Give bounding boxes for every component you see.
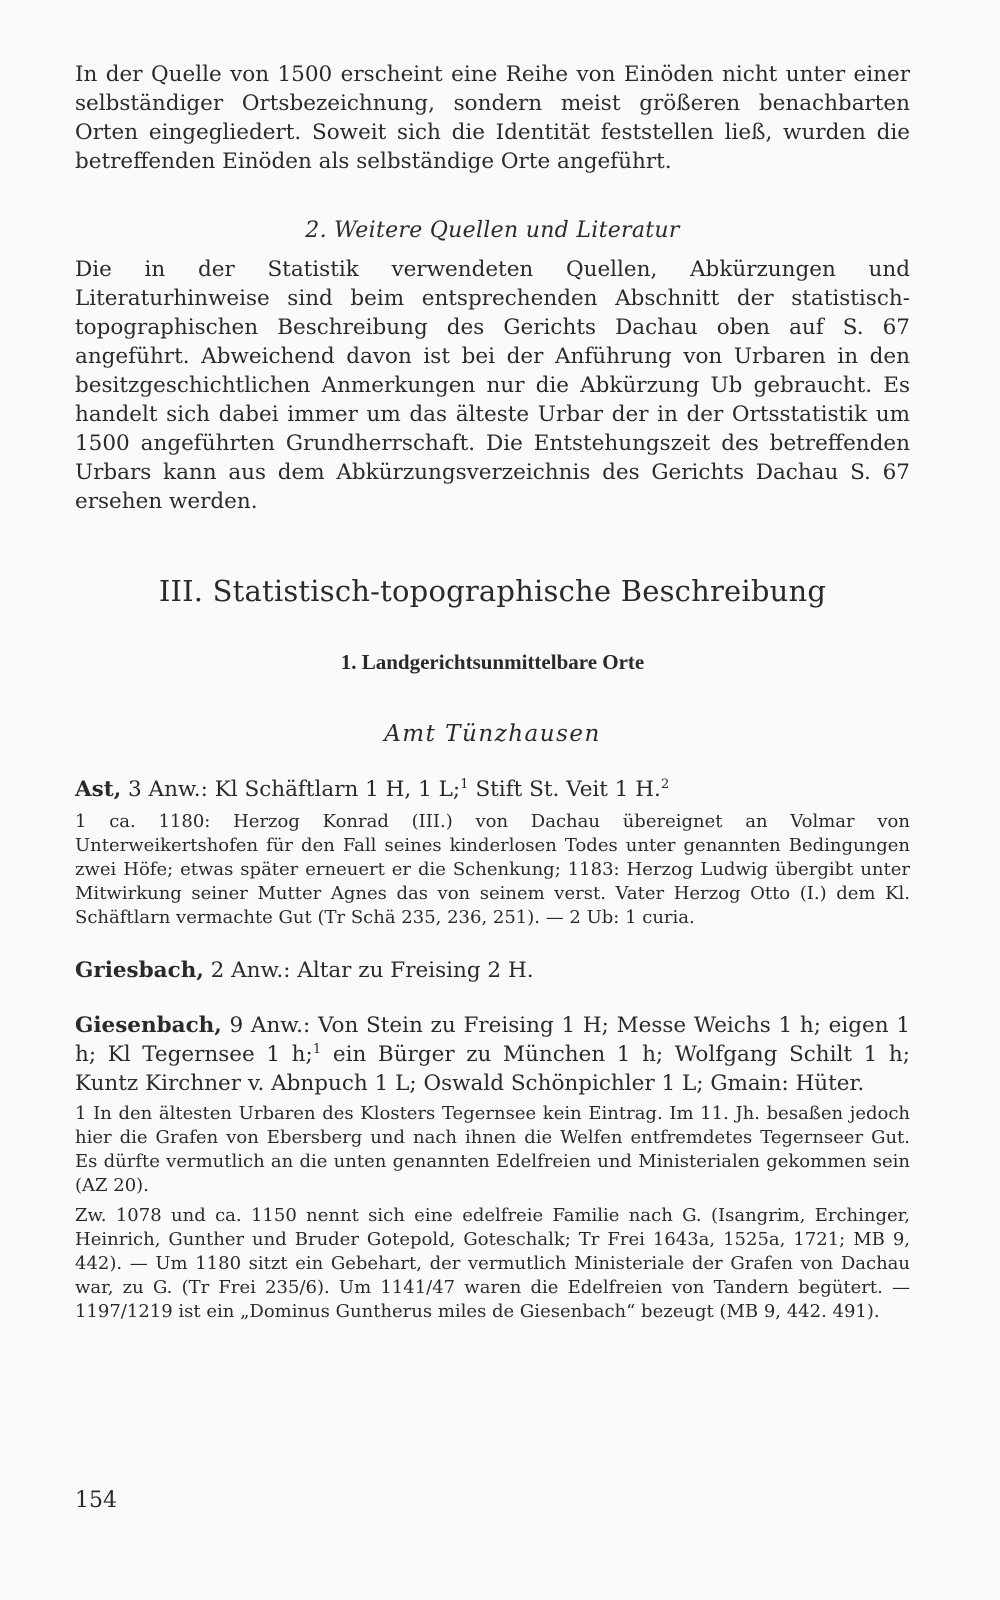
entry-text: 2 Anw.: Altar zu Freising 2 H.: [203, 958, 534, 983]
subsection-title: 1. Landgerichtsunmittelbare Orte: [340, 650, 645, 674]
entry-text: 3 Anw.: Kl Schäftlarn 1 H, 1 L;: [121, 777, 461, 802]
chapter-title: III. Statistisch-topographische Beschreibung: [158, 574, 827, 608]
page-number: 154: [75, 1488, 117, 1513]
entry-text: Stift St. Veit 1 H.: [468, 777, 661, 802]
footnote-marker: 1: [460, 776, 469, 792]
history-giesenbach: Zw. 1078 und ca. 1150 nennt sich eine edelfreie Familie nach G. (Isangrim, Erchinger, Heinrich, Gunther und Bruder Gotepold, Goteschalk; Tr Frei 1643a, 1525a, 1721; MB 9, 442). — Um 1180 sitzt ein Gebehart, der vermutlich Ministeriale der Grafen von Dachau war, zu G. (Tr Frei 235/6). Um 1141/47 waren die Edelfreien von Tandern begütert. — 1197/1219 ist ein „Dominus Guntherus miles de Giesenbach“ bezeugt (MB 9, 442. 491).: [75, 1205, 910, 1322]
entry-text: 9 Anw.: Von Stein zu Freising 1 H; Messe Weichs 1 h; eigen 1 h; Kl Tegernsee 1 h;: [75, 1013, 910, 1067]
entry-ast: [75, 775, 910, 804]
page-body: [75, 60, 910, 1324]
footnote-marker: 1: [312, 1041, 322, 1057]
intro-paragraph: In der Quelle von 1500 erscheint eine Reihe von Einöden nicht unter einer selbständiger Ortsbezeichnung, sondern meist größeren benachbarten Orten eingegliedert. Soweit sich die Identität feststellen ließ, wurden die betreffenden Einöden als selbständige Orte angeführt.: [75, 62, 910, 174]
footnote-giesenbach: 1 In den ältesten Urbaren des Klosters Tegernsee kein Eintrag. Im 11. Jh. besaßen jedoch hier die Grafen von Ebersberg und nach ihnen die Welfen entfremdetes Tegernseer Gut. Es dürfte vermutlich an die unten genannten Edelfreien und Ministerialen gekommen sein (AZ 20).: [75, 1103, 910, 1196]
entry-giesenbach: [75, 1011, 910, 1098]
entry-name: Giesenbach,: [75, 1013, 222, 1038]
section-title-sources: 2. Weitere Quellen und Literatur: [305, 218, 680, 243]
entry-text: ein Bürger zu München 1 h; Wolfgang Schilt 1 h; Kuntz Kirchner v. Abnpuch 1 L; Oswald Schönpichler 1 L; Gmain: Hüter.: [75, 1042, 910, 1096]
entry-griesbach: [75, 956, 910, 985]
entry-name: Griesbach,: [75, 958, 204, 983]
amt-title: Amt Tünzhausen: [384, 721, 601, 747]
footnote-ast: 1 ca. 1180: Herzog Konrad (III.) von Dachau übereignet an Volmar von Unterweikertshofen für den Fall seines kinderlosen Todes unter genannten Bedingungen zwei Höfe; etwas später erneuert er die Schenkung; 1183: Herzog Ludwig übergibt unter Mitwirkung seiner Mutter Agnes das von seinem verst. Vater Herzog Otto (I.) dem Kl. Schäftlarn vermachte Gut (Tr Schä 235, 236, 251). — 2 Ub: 1 curia.: [75, 811, 910, 928]
entry-name: Ast,: [75, 777, 122, 802]
sources-paragraph: Die in der Statistik verwendeten Quellen, Abkürzungen und Literaturhinweise sind beim entsprechenden Abschnitt der statistisch-topographischen Beschreibung des Gerichts Dachau oben auf S. 67 angeführt. Abweichend davon ist bei der Anführung von Urbaren in den besitzgeschichtlichen Anmerkungen nur die Abkürzung Ub gebraucht. Es handelt sich dabei immer um das älteste Urbar der in der Ortsstatistik um 1500 angeführten Grundherrschaft. Die Entstehungszeit des betreffenden Urbars kann aus dem Abkürzungsverzeichnis des Gerichts Dachau S. 67 ersehen werden.: [75, 257, 910, 514]
footnote-marker: 2: [660, 776, 670, 792]
